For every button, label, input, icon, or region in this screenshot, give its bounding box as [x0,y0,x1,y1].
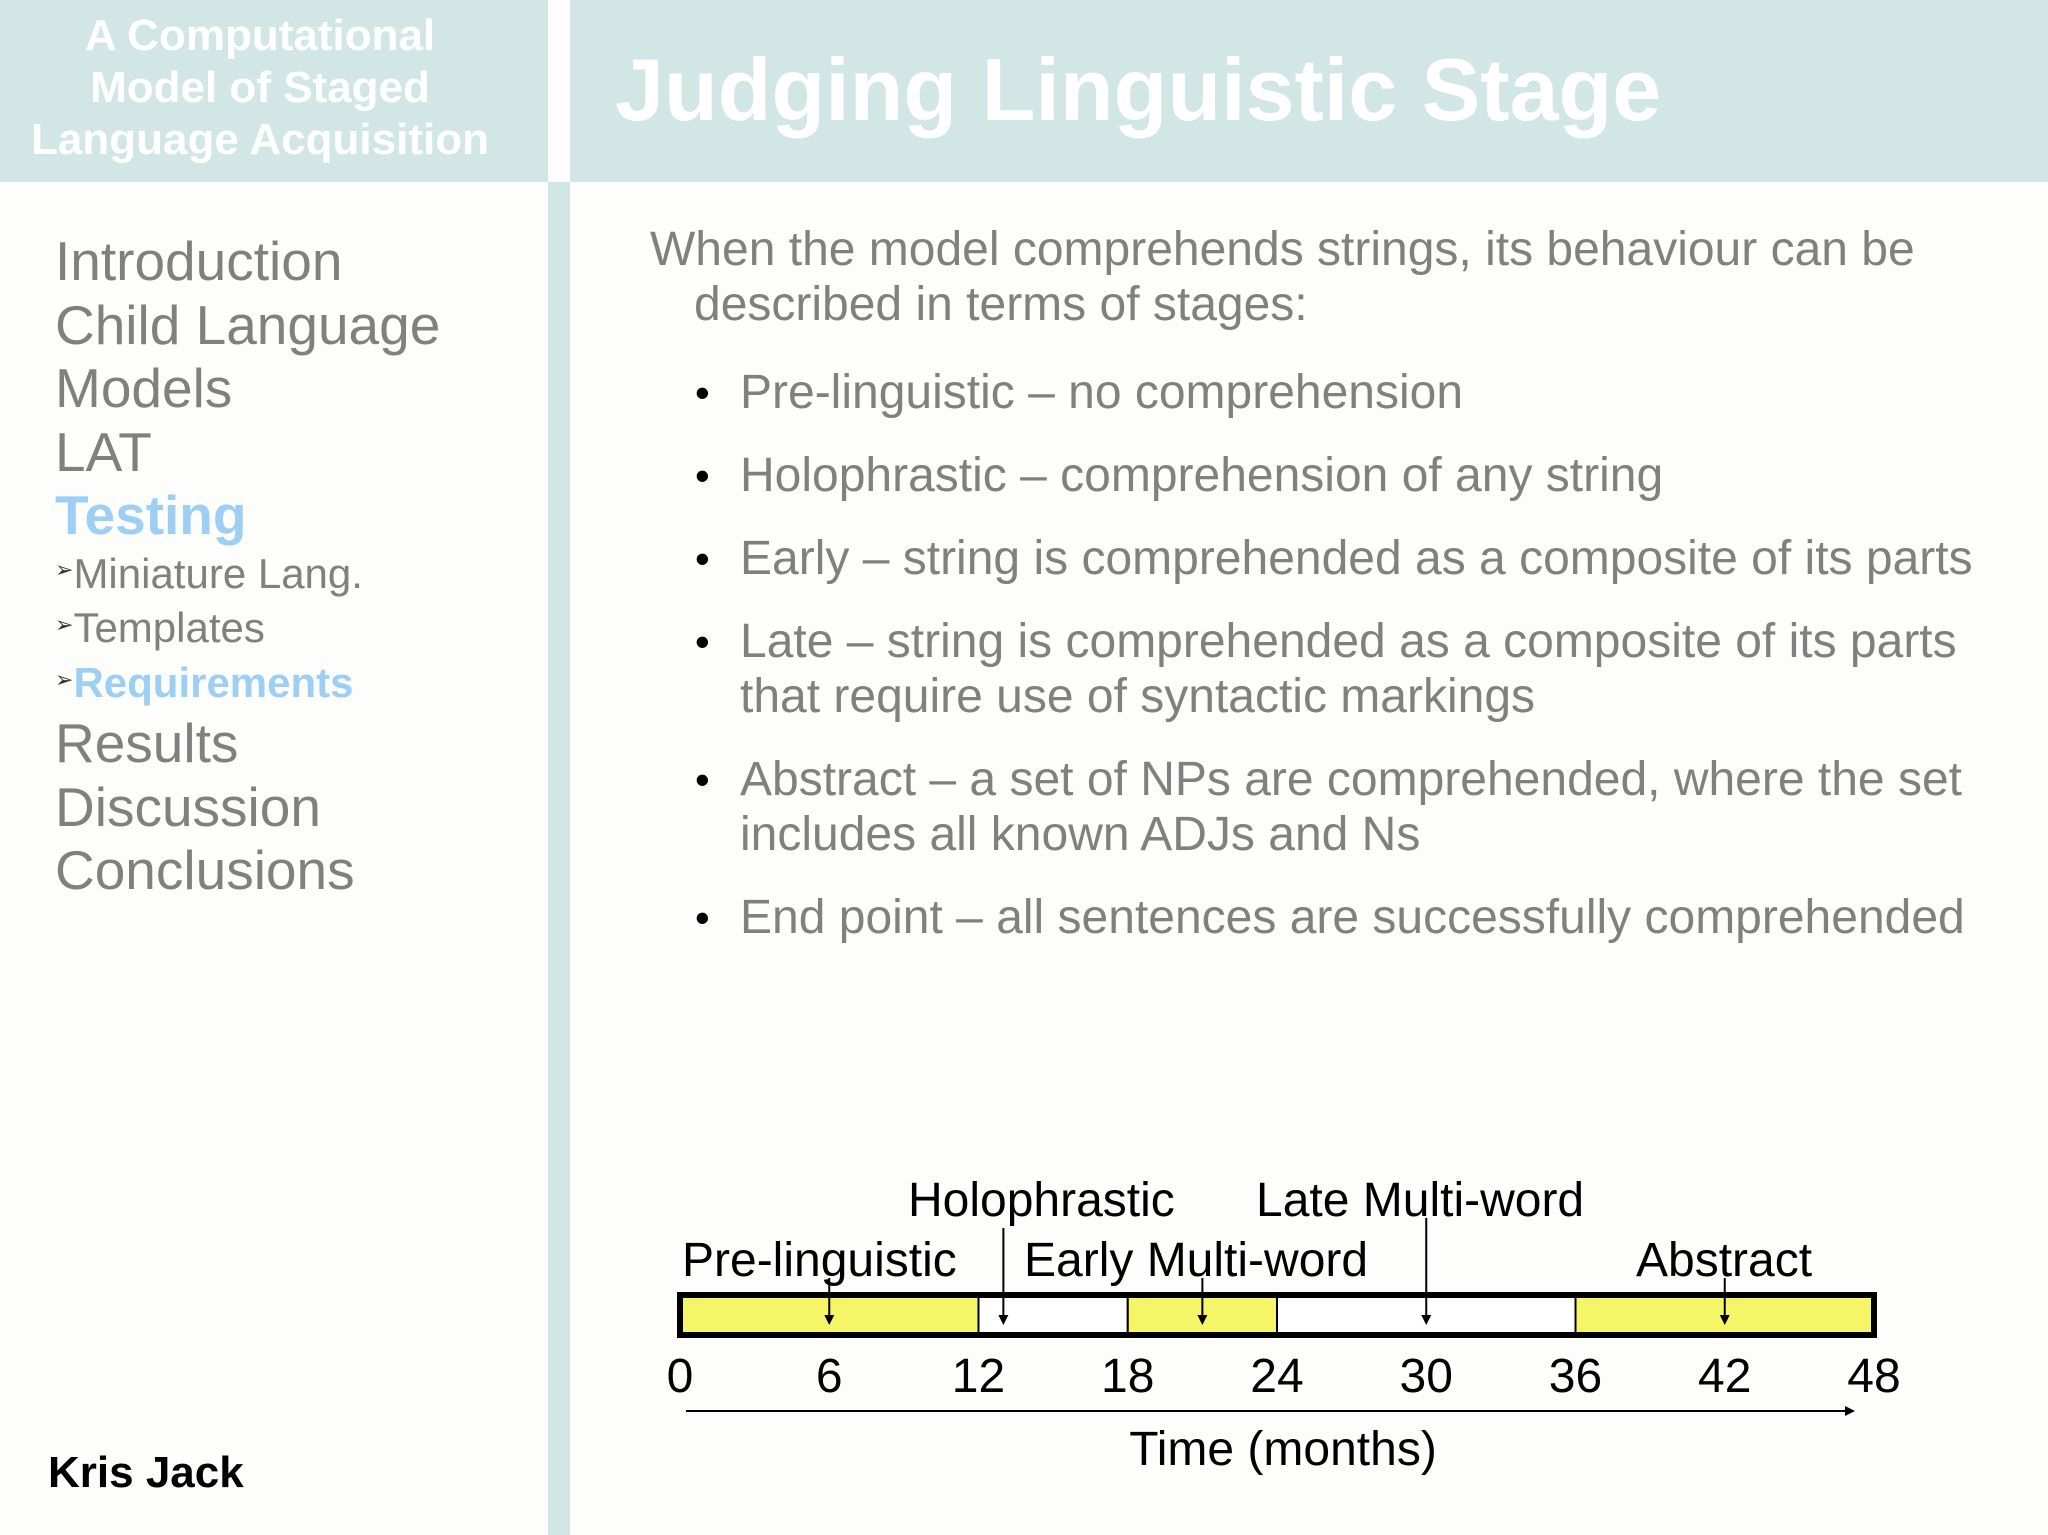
stage-label-early-multi-word: Early Multi-word [1024,1234,1369,1287]
subtitle-line: Language Acquisition [31,115,489,164]
slide-title: Judging Linguistic Stage [615,40,1662,139]
nav-item-models[interactable]: Models [55,357,233,419]
tick-label: 48 [1847,1350,1901,1403]
tick-label: 30 [1399,1350,1453,1403]
time-axis-label: Time (months) [1129,1423,1437,1476]
list-item-text: End point – all sentences are successfully comprehended [740,891,1965,944]
stage-label-late-multi-word: Late Multi-word [1256,1174,1585,1227]
intro-text: When the model comprehends strings, its behaviour can be described in terms of stages: [650,223,1915,331]
list-item-text: Abstract – a set of NPs are comprehended, where the set includes all known ADJs and Ns [740,753,1962,861]
nav-item-testing[interactable]: Testing [55,484,247,546]
bullet-icon: • [695,756,710,803]
tick-label: 18 [1101,1350,1155,1403]
nav-item-introduction[interactable]: Introduction [55,230,343,292]
subtitle-line: Model of Staged [90,63,430,112]
nav-item-child-language[interactable]: Child Language [55,293,441,356]
nav-subitem-label: Miniature Lang. [73,549,363,597]
list-item-text: Pre-linguistic – no comprehension [740,366,1464,419]
stage-label-holophrastic: Holophrastic [908,1174,1175,1227]
tick-label: 24 [1250,1350,1304,1403]
list-item-text: Early – string is comprehended as a composite of its parts [740,532,1973,585]
tick-label: 6 [815,1350,843,1403]
bullet-icon: • [695,535,710,582]
list-item-text: Late – string is comprehended as a composite of its parts that require use of syntactic markings [740,615,1957,723]
bullet-icon: • [695,894,710,941]
nav-subitem-label: Templates [73,604,265,652]
tick-label: 0 [666,1350,694,1403]
arrowhead-bullet-icon: ➢ [55,557,74,583]
nav-item-conclusions[interactable]: Conclusions [55,839,355,902]
nav-item-lat[interactable]: LAT [55,420,152,483]
author-name: Kris Jack [48,1448,244,1497]
stage-label-pre-linguistic: Pre-linguistic [682,1234,957,1287]
arrowhead-bullet-icon: ➢ [55,667,74,693]
bullet-icon: • [695,618,710,665]
tick-label: 36 [1548,1350,1603,1403]
bullet-icon: • [695,452,710,499]
timeline-segment [979,1295,1128,1335]
subtitle-line: A Computational [84,11,436,60]
nav-item-results[interactable]: Results [55,712,239,775]
bullet-icon: • [695,369,710,416]
stage-label-abstract: Abstract [1636,1234,1813,1287]
list-item-text: Holophrastic – comprehension of any string [740,449,1664,502]
nav-subitem-label: Requirements [73,659,354,707]
arrowhead-bullet-icon: ➢ [55,612,74,638]
nav-item-discussion[interactable]: Discussion [55,775,321,838]
tick-label: 12 [951,1350,1006,1403]
tick-label: 42 [1698,1350,1752,1403]
